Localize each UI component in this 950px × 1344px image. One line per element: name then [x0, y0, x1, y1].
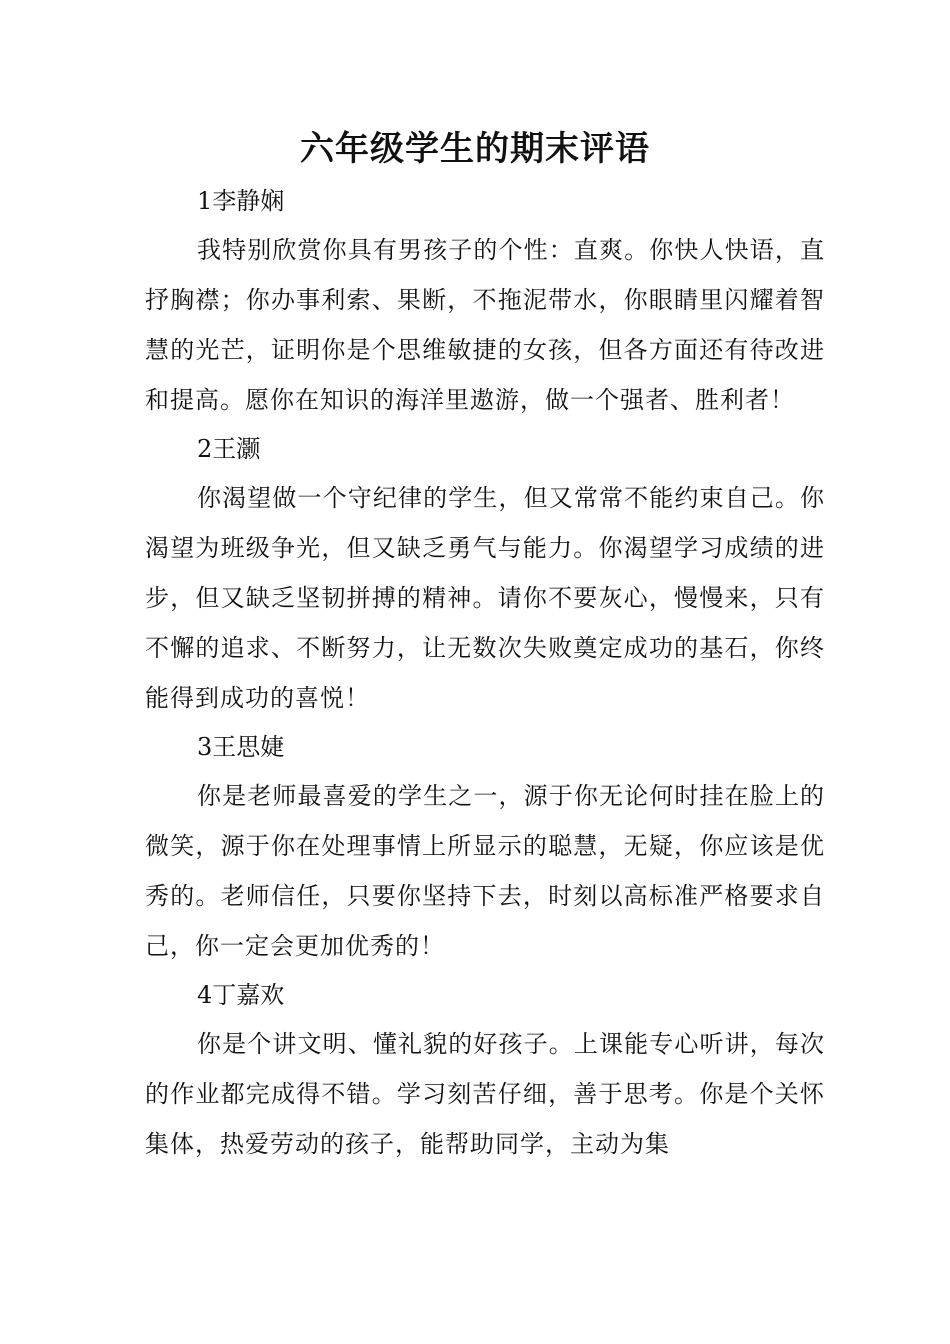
comment-entry-4	[145, 971, 825, 1169]
document-body	[145, 177, 825, 1169]
comment-text: 你是老师最喜爱的学生之一，源于你无论何时挂在脸上的微笑，源于你在处理事情上所显示的聪慧，无疑，你应该是优秀的。老师信任，只要你坚持下去，时刻以高标准严格要求自己，你一定会更加优秀的！	[145, 782, 825, 960]
student-name: 1李静娴	[197, 187, 285, 215]
comment-entry-1	[145, 177, 825, 425]
comment-entry-2	[145, 425, 825, 723]
student-name: 4丁嘉欢	[197, 981, 285, 1009]
comment-entry-3	[145, 723, 825, 971]
comment-text: 你渴望做一个守纪律的学生，但又常常不能约束自己。你渴望为班级争光，但又缺乏勇气与能力。你渴望学习成绩的进步，但又缺乏坚韧拼搏的精神。请你不要灰心，慢慢来，只有不懈的追求、不断努力，让无数次失败奠定成功的基石，你终能得到成功的喜悦！	[145, 484, 825, 712]
document-title: 六年级学生的期末评语	[300, 129, 650, 169]
student-name: 3王思婕	[197, 733, 285, 761]
comment-text: 你是个讲文明、懂礼貌的好孩子。上课能专心听讲，每次的作业都完成得不错。学习刻苦仔细，善于思考。你是个关怀集体，热爱劳动的孩子，能帮助同学，主动为集	[145, 1030, 825, 1158]
student-name: 2王灏	[197, 435, 261, 463]
comment-text: 我特别欣赏你具有男孩子的个性：直爽。你快人快语，直抒胸襟；你办事利索、果断，不拖泥带水，你眼睛里闪耀着智慧的光芒，证明你是个思维敏捷的女孩，但各方面还有待改进和提高。愿你在知识的海洋里遨游，做一个强者、胜利者！	[145, 236, 825, 414]
